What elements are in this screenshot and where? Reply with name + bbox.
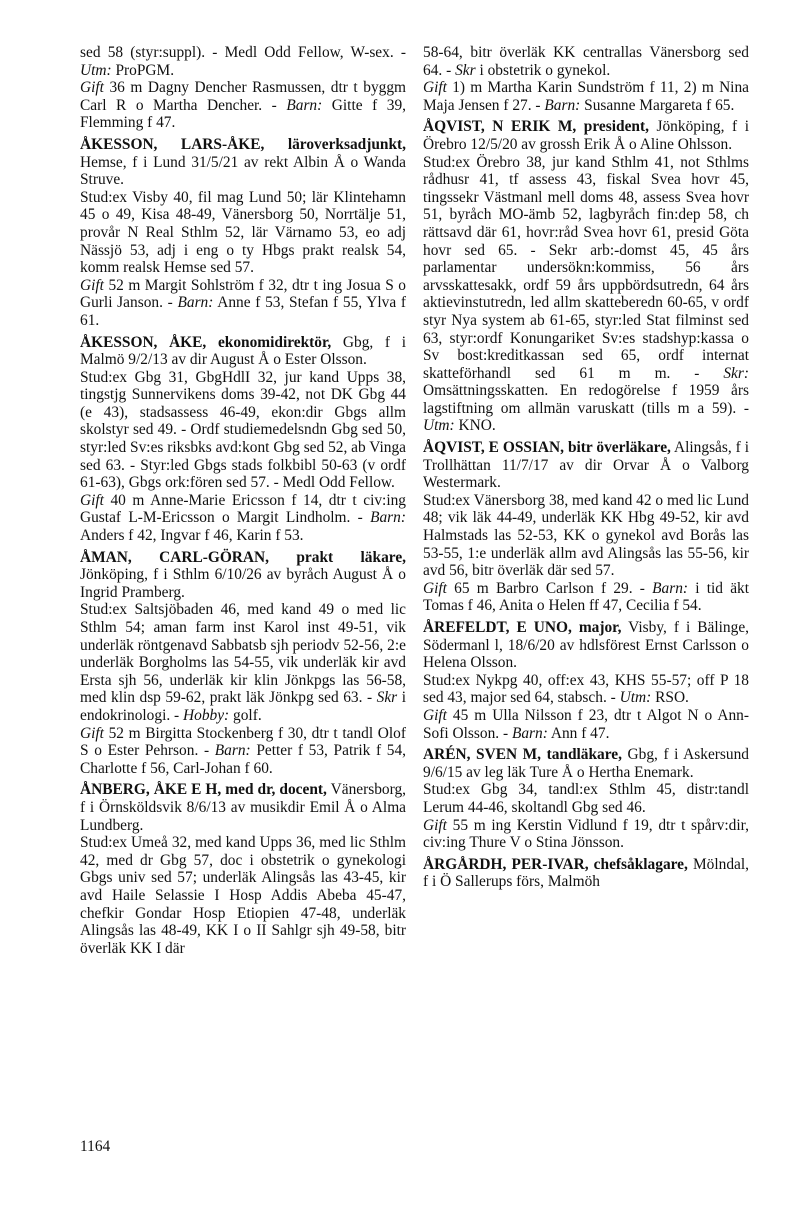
- biography-paragraph: [80, 834, 406, 957]
- biography-paragraph: [423, 817, 749, 852]
- body-text: Alingsås, f i Trollhättan 11/7/17 av dir Orvar Å o Valborg Westermark.: [423, 439, 749, 492]
- person-title: tandläkare,: [541, 746, 622, 764]
- body-text: Mölndal, f i Ö Sallerups förs, Malmöh: [423, 855, 749, 891]
- body-text: Stud:ex Saltsjöbaden 46, med kand 49 o med lic Sthlm 54; aman farm inst Karol inst 49-51, vik underläk röntgenavd Sabbatsb sjh periodv 52-56, 2:e underläk Borgholms las 54-55, vik underläk kir avd Ersta sjh 56, underläk kir klin Jönkpgs las 56-58, med klin dsp 59-62, prakt läk Jönkpg sed 63. -: [80, 601, 406, 707]
- italic-label: Barn:: [214, 742, 251, 760]
- biography-paragraph: [423, 781, 749, 816]
- italic-label: Gift: [423, 816, 447, 834]
- person-name: ÅKESSON, LARS-ÅKE,: [80, 135, 265, 153]
- person-name: ÅMAN, CARL-GÖRAN,: [80, 548, 269, 566]
- italic-label: Gift: [80, 276, 104, 294]
- body-text: i tid äkt Tomas f 46, Anita o Helen ff 47, Cecilia f 54.: [423, 579, 750, 615]
- body-text: Stud:ex Nykpg 40, off:ex 43, KHS 55-57; off P 18 sed 43, major sed 64, stabsch. -: [423, 671, 749, 707]
- page-number: 1164: [80, 1138, 111, 1155]
- italic-label: Skr: [376, 689, 398, 707]
- biography-paragraph: [423, 672, 749, 707]
- body-text: golf.: [229, 706, 262, 724]
- biography-entry-heading: [80, 136, 406, 189]
- body-text: Stud:ex Gbg 31, GbgHdlI 32, jur kand Upps 38, tingstjg Sunnervikens doms 39-42, not DK Gbg 44 (e 43), stadsassess 46-49, ekon:dir Gbgs allm skolstyr sed 49. - Ordf studiemedelsndn Gbg sed 50, styr:led Sv:es riksbks avd:kont Gbg sed 52, ab Vinga sed 63. - Styr:led Gbgs stads folkbibl 50-63 (v ordf 61-63), Gbgs ork:fören sed 57. - Medl Odd Fellow.: [80, 368, 406, 492]
- body-text: Hemse, f i Lund 31/5/21 av rekt Albin Å o Wanda Struve.: [80, 153, 406, 189]
- italic-label: Barn:: [544, 96, 581, 114]
- biography-paragraph: [423, 154, 749, 436]
- body-text: KNO.: [454, 417, 496, 435]
- biography-entry-heading: [80, 549, 406, 602]
- biography-entry-heading: [423, 856, 749, 891]
- biography-entry-heading: [423, 439, 749, 492]
- biography-entry-heading: [80, 781, 406, 834]
- biography-paragraph: [80, 79, 406, 132]
- body-text: Stud:ex Umeå 32, med kand Upps 36, med lic Sthlm 42, med dr Gbg 57, doc i obstetrik o gynekologi Gbgs univ sed 57; underläk Alingsås las 43-45, kir avd Haile Selassie I Hosp Addis Abeba 45-47, chefkir Gondar Hosp Etiopien 47-48, underläk Alingsås las 48-49, KK I o II Sahlgr sjh 49-58, bitr överläk KK I där: [80, 834, 406, 957]
- italic-label: Barn:: [511, 724, 548, 742]
- italic-label: Utm:: [423, 417, 455, 435]
- body-text: Gitte f 39, Flemming f 47.: [80, 96, 406, 132]
- person-title: prakt läkare,: [268, 548, 406, 566]
- body-text: Stud:ex Örebro 38, jur kand Sthlm 41, not Sthlms rådhusr 41, tf assess 43, fiskal Svea hovr 45, tingssekr Västmanl mell doms 48, assess Svea hovr 51, byråch MO-ämb 52, lagbyråch fin:dep 58, ch rättsavd där 61, hovr:råd Svea hovr 61, presid Göta hovr sed 65. - Sekr arb:-domst 45, 45 års parlamentar undersökn:kommiss, 56 års arvsskattesakk, ordf 59 års uppbördsutredn, 64 års aktievinstutredn, led allm skatteberedn 60-65, v ordf styr Nya system ab 61-65, styr:led Stat filminst sed 63, styr:ordf Konungariket Sv:es stadshyp:kassa o Sv bost:kreditkassan sed 65, ordf internat skatteförhandl sed 61 m m. -: [423, 153, 749, 382]
- body-text: i endokrinologi. -: [80, 689, 406, 724]
- italic-label: Barn:: [652, 579, 689, 597]
- body-text: Ann f 47.: [547, 724, 610, 742]
- italic-label: Gift: [423, 706, 447, 724]
- biography-paragraph: [423, 492, 749, 580]
- body-text: 36 m Dagny Dencher Rasmussen, dtr t byggm Carl R o Martha Dencher. -: [80, 79, 406, 114]
- body-text: 45 m Ulla Nilsson f 23, dtr t Algot N o Ann-Sofi Olsson. -: [423, 706, 749, 742]
- body-text: ProPGM.: [111, 61, 175, 79]
- body-text: sed 58 (styr:suppl). - Medl Odd Fellow, W-sex. -: [80, 44, 406, 61]
- body-text: Petter f 53, Patrik f 54, Charlotte f 56, Carl-Johan f 60.: [80, 742, 406, 777]
- person-name: ÅRGÅRDH, PER-IVAR,: [423, 855, 589, 873]
- right-column: [423, 44, 749, 891]
- italic-label: Barn:: [286, 96, 323, 114]
- person-title: major,: [571, 619, 622, 636]
- body-text: Gbg, f i Askersund 9/6/15 av leg läk Ture Å o Hertha Enemark.: [423, 746, 749, 781]
- italic-label: Gift: [423, 79, 447, 97]
- italic-label: Skr: [455, 61, 476, 79]
- person-name: ÅQVIST, N ERIK M,: [423, 118, 577, 136]
- person-title: läroverksadjunkt,: [264, 135, 406, 153]
- person-name: ARÉN, SVEN M,: [423, 746, 542, 764]
- body-text: Stud:ex Gbg 34, tandl:ex Sthlm 45, distr:tandl Lerum 44-46, skoltandl Gbg sed 46.: [423, 781, 749, 816]
- body-text: Jönköping, f i Örebro 12/5/20 av grossh Erik Å o Aline Ohlsson.: [423, 118, 749, 153]
- body-text: 1) m Martha Karin Sundström f 11, 2) m Nina Maja Jensen f 27. -: [423, 79, 749, 114]
- person-title: med dr, docent,: [221, 781, 327, 799]
- body-text: 52 m Margit Sohlström f 32, dtr t ing Josua S o Gurli Janson. -: [80, 276, 406, 312]
- biography-paragraph: [80, 725, 406, 778]
- italic-label: Hobby:: [183, 706, 230, 724]
- italic-label: Utm:: [619, 689, 652, 707]
- body-text: Gbg, f i Malmö 9/2/13 av dir August Å o Ester Olsson.: [80, 333, 406, 369]
- biography-paragraph: [423, 580, 749, 615]
- body-text: 55 m ing Kerstin Vidlund f 19, dtr t spårv:dir, civ:ing Thure V o Stina Jönsson.: [423, 816, 749, 852]
- biography-paragraph: [423, 44, 749, 79]
- body-text: 52 m Birgitta Stockenberg f 30, dtr t tandl Olof S o Ester Pehrson. -: [80, 724, 406, 760]
- body-text: Anne f 53, Stefan f 55, Ylva f 61.: [80, 294, 406, 329]
- italic-label: Barn:: [370, 509, 406, 527]
- person-name: ÅREFELDT, E UNO,: [423, 619, 572, 636]
- person-title: chefsåklagare,: [588, 855, 688, 873]
- biography-paragraph: [80, 44, 406, 79]
- body-text: Jönköping, f i Sthlm 6/10/26 av byråch August Å o Ingrid Pramberg.: [80, 566, 406, 601]
- biography-paragraph: [80, 369, 406, 492]
- body-text: 40 m Anne-Marie Ericsson f 14, dtr t civ:ing Gustaf L-M-Ericsson o Margit Lindholm. -: [80, 491, 406, 527]
- body-text: 65 m Barbro Carlson f 29. -: [446, 579, 653, 597]
- person-title: ekonomidirektör,: [206, 333, 332, 351]
- italic-label: Utm:: [80, 61, 112, 79]
- body-text: 58-64, bitr överläk KK centrallas Vänersborg sed 64. -: [423, 44, 749, 79]
- italic-label: Gift: [80, 491, 104, 509]
- body-text: RSO.: [651, 689, 689, 707]
- italic-label: Skr:: [723, 364, 749, 382]
- biography-paragraph: [80, 189, 406, 277]
- biography-entry-heading: [423, 746, 749, 781]
- person-title: bitr överläkare,: [564, 439, 671, 457]
- person-title: president,: [576, 118, 649, 136]
- biography-entry-heading: [423, 118, 749, 153]
- italic-label: Barn:: [177, 294, 214, 312]
- body-text: Susanne Margareta f 65.: [580, 96, 735, 114]
- biography-entry-heading: [80, 334, 406, 369]
- biography-paragraph: [423, 79, 749, 114]
- italic-label: Gift: [423, 579, 447, 597]
- body-text: Vänersborg, f i Örnsköldsvik 8/6/13 av musikdir Emil Å o Alma Lundberg.: [80, 781, 406, 834]
- person-name: ÅNBERG, ÅKE E H,: [80, 781, 222, 799]
- italic-label: Gift: [80, 724, 104, 742]
- italic-label: Gift: [80, 79, 104, 97]
- biography-paragraph: [80, 492, 406, 545]
- body-text: Omsättningsskatten. En redogörelse f 1959 års lagstiftning om allmän varuskatt (tills m a 59). -: [423, 382, 749, 417]
- body-text: Visby, f i Bälinge, Södermanl l, 18/6/20 av hdlsförest Ernst Carlsson o Helena Olsson.: [423, 619, 749, 672]
- biography-paragraph: [423, 707, 749, 742]
- person-name: ÅKESSON, ÅKE,: [80, 333, 207, 351]
- biography-paragraph: [80, 601, 406, 724]
- body-text: Stud:ex Vänersborg 38, med kand 42 o med lic Lund 48; vik läk 44-49, underläk KK Hbg 49-52, kir avd Halmstads las 52-53, KK o gynekol avd Borås las 53-55, 1:e underläk allm avd Alingsås las 55-56, kir avd 56, bitr överläk där sed 57.: [423, 491, 750, 580]
- biography-entry-heading: [423, 619, 749, 672]
- person-name: ÅQVIST, E OSSIAN,: [423, 439, 565, 457]
- body-text: Anders f 42, Ingvar f 46, Karin f 53.: [80, 527, 304, 545]
- body-text: i obstetrik o gynekol.: [475, 61, 611, 79]
- biography-paragraph: [80, 277, 406, 330]
- body-text: Stud:ex Visby 40, fil mag Lund 50; lär Klintehamn 45 o 49, Kisa 48-49, Vänersborg 50, Norrtälje 51, provår N Real Sthlm 52, lär Värnamo 53, eo adj Nässjö 53, adj i eng o ty Hbgs prakt realsk 54, komm realsk Hemse sed 57.: [80, 188, 406, 277]
- left-column: [80, 44, 406, 957]
